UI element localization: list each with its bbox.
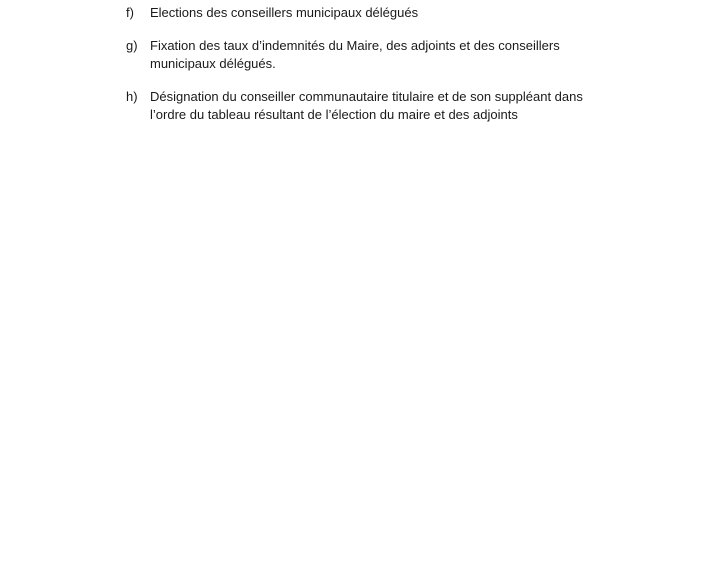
item-text <box>150 37 596 73</box>
item-text-line: l’ordre du tableau résultant de l’élection du maire et des adjoints <box>150 107 518 122</box>
item-marker: h) <box>126 89 138 104</box>
agenda-item-f <box>126 4 596 22</box>
agenda-item-h <box>126 88 596 124</box>
item-text-line: municipaux délégués. <box>150 56 276 71</box>
item-text-line: Elections des conseillers municipaux délégués <box>150 5 419 20</box>
item-text-line: Désignation du conseiller communautaire titulaire et de son suppléant dans <box>150 89 583 104</box>
item-marker: f) <box>126 5 134 20</box>
agenda-item-g <box>126 37 596 73</box>
item-text <box>150 88 596 124</box>
item-text <box>150 4 596 22</box>
agenda-list <box>126 4 596 139</box>
item-marker: g) <box>126 38 138 53</box>
item-text-line: Fixation des taux d’indemnités du Maire, des adjoints et des conseillers <box>150 38 560 53</box>
